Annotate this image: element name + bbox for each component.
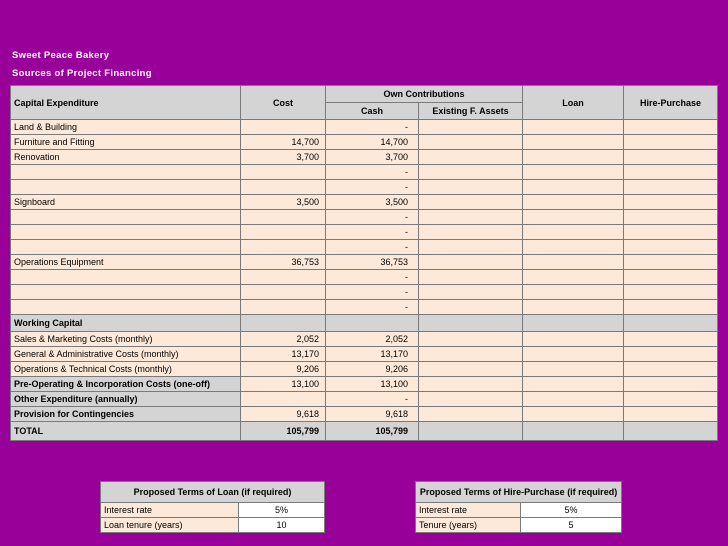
- row-loan: [523, 150, 624, 165]
- row-label: Signboard: [11, 195, 241, 210]
- row-label: [11, 180, 241, 195]
- row-cash: -: [326, 180, 419, 195]
- row-hp: [624, 180, 718, 195]
- row-assets: [419, 407, 523, 422]
- row-loan: [523, 255, 624, 270]
- row-assets: [419, 240, 523, 255]
- row-cost: 14,700: [241, 135, 326, 150]
- row-hp: [624, 255, 718, 270]
- pre-operating-row: [11, 377, 718, 392]
- row-hp: [624, 270, 718, 285]
- row-loan: [523, 300, 624, 315]
- table-row: [11, 225, 718, 240]
- row-assets: [419, 225, 523, 240]
- row-cost: [241, 180, 326, 195]
- row-cash: -: [326, 270, 419, 285]
- row-assets: [419, 270, 523, 285]
- row-label: [11, 240, 241, 255]
- hp-tenure-label: Tenure (years): [416, 518, 521, 533]
- table-row: [11, 300, 718, 315]
- header-own-contributions: Own Contributions: [326, 86, 523, 103]
- row-loan: [523, 392, 624, 407]
- row-assets: [419, 392, 523, 407]
- row-hp: [624, 300, 718, 315]
- row-assets: [419, 300, 523, 315]
- row-assets: [419, 255, 523, 270]
- hp-terms-title: Proposed Terms of Hire-Purchase (if required): [416, 482, 622, 503]
- row-cash: 13,100: [326, 377, 419, 392]
- row-cost: 2,052: [241, 332, 326, 347]
- row-label: [11, 300, 241, 315]
- row-hp: [624, 362, 718, 377]
- header-cost: Cost: [241, 86, 326, 120]
- row-cash: -: [326, 285, 419, 300]
- row-cash: 9,206: [326, 362, 419, 377]
- row-hp: [624, 135, 718, 150]
- row-hp: [624, 377, 718, 392]
- row-label: Pre-Operating & Incorporation Costs (one-off): [11, 377, 241, 392]
- table-row: [11, 347, 718, 362]
- total-label: TOTAL: [11, 422, 241, 441]
- row-cost: [241, 300, 326, 315]
- row-cash: 3,500: [326, 195, 419, 210]
- row-label: [11, 225, 241, 240]
- row-cost: 13,170: [241, 347, 326, 362]
- row-loan: [523, 195, 624, 210]
- working-capital-header-row: [11, 315, 718, 332]
- row-hp: [624, 150, 718, 165]
- row-cash: -: [326, 225, 419, 240]
- row-label: Other Expenditure (annually): [11, 392, 241, 407]
- row-assets: [419, 332, 523, 347]
- table-row: [11, 180, 718, 195]
- total-cash: 105,799: [326, 422, 419, 441]
- row-hp: [624, 392, 718, 407]
- row-cash: 9,618: [326, 407, 419, 422]
- loan-interest-label: Interest rate: [101, 503, 239, 518]
- row-cost: [241, 165, 326, 180]
- row-assets: [419, 362, 523, 377]
- row-label: [11, 165, 241, 180]
- hp-tenure-value[interactable]: 5: [521, 518, 622, 533]
- table-row: [11, 210, 718, 225]
- table-row: [11, 120, 718, 135]
- row-hp: [624, 407, 718, 422]
- row-hp: [624, 347, 718, 362]
- row-label: [11, 285, 241, 300]
- other-expenditure-row: [11, 392, 718, 407]
- row-loan: [523, 377, 624, 392]
- table-row: [11, 165, 718, 180]
- row-loan: [523, 285, 624, 300]
- row-cost: 13,100: [241, 377, 326, 392]
- loan-interest-value[interactable]: 5%: [239, 503, 325, 518]
- financing-table: [10, 85, 718, 441]
- table-row: [11, 362, 718, 377]
- table-row: [11, 270, 718, 285]
- row-loan: [523, 347, 624, 362]
- sheet-subtitle: Sources of Project Financing: [12, 68, 152, 79]
- row-cash: 13,170: [326, 347, 419, 362]
- row-cost: [241, 120, 326, 135]
- working-capital-title: Working Capital: [11, 315, 241, 332]
- row-hp: [624, 165, 718, 180]
- row-assets: [419, 165, 523, 180]
- wc-assets-blank: [419, 315, 523, 332]
- total-row: [11, 422, 718, 441]
- row-loan: [523, 165, 624, 180]
- row-loan: [523, 180, 624, 195]
- row-label: Provision for Contingencies: [11, 407, 241, 422]
- row-label: [11, 210, 241, 225]
- total-cost: 105,799: [241, 422, 326, 441]
- row-hp: [624, 210, 718, 225]
- row-label: Sales & Marketing Costs (monthly): [11, 332, 241, 347]
- row-label: Furniture and Fitting: [11, 135, 241, 150]
- row-label: Renovation: [11, 150, 241, 165]
- row-assets: [419, 377, 523, 392]
- row-loan: [523, 407, 624, 422]
- header-hire-purchase: Hire-Purchase: [624, 86, 718, 120]
- row-label: Land & Building: [11, 120, 241, 135]
- row-label: [11, 270, 241, 285]
- loan-terms-title: Proposed Terms of Loan (if required): [101, 482, 325, 503]
- header-capital-expenditure: Capital Expenditure: [11, 86, 241, 120]
- row-assets: [419, 285, 523, 300]
- contingencies-row: [11, 407, 718, 422]
- row-assets: [419, 347, 523, 362]
- row-cost: 3,700: [241, 150, 326, 165]
- loan-tenure-value[interactable]: 10: [239, 518, 325, 533]
- table-row: [11, 150, 718, 165]
- row-cost: [241, 210, 326, 225]
- header-existing-assets: Existing F. Assets: [419, 103, 523, 120]
- row-loan: [523, 270, 624, 285]
- total-hp: [624, 422, 718, 441]
- header-cash: Cash: [326, 103, 419, 120]
- table-row: [11, 135, 718, 150]
- row-cost: [241, 240, 326, 255]
- row-assets: [419, 195, 523, 210]
- row-hp: [624, 120, 718, 135]
- row-cash: 2,052: [326, 332, 419, 347]
- row-hp: [624, 225, 718, 240]
- total-loan: [523, 422, 624, 441]
- table-row: [11, 332, 718, 347]
- row-loan: [523, 210, 624, 225]
- row-loan: [523, 240, 624, 255]
- row-loan: [523, 362, 624, 377]
- row-cost: [241, 392, 326, 407]
- hire-purchase-terms-table: [415, 481, 622, 533]
- row-cash: -: [326, 300, 419, 315]
- row-hp: [624, 240, 718, 255]
- row-cost: [241, 270, 326, 285]
- row-assets: [419, 135, 523, 150]
- row-assets: [419, 150, 523, 165]
- row-assets: [419, 120, 523, 135]
- header-loan: Loan: [523, 86, 624, 120]
- row-cash: -: [326, 392, 419, 407]
- wc-hp-blank: [624, 315, 718, 332]
- row-cost: [241, 225, 326, 240]
- row-cash: -: [326, 120, 419, 135]
- row-label: Operations & Technical Costs (monthly): [11, 362, 241, 377]
- row-cost: 36,753: [241, 255, 326, 270]
- hp-interest-label: Interest rate: [416, 503, 521, 518]
- row-assets: [419, 180, 523, 195]
- row-loan: [523, 225, 624, 240]
- table-row: [11, 195, 718, 210]
- row-cost: [241, 285, 326, 300]
- row-cost: 3,500: [241, 195, 326, 210]
- loan-terms-table: [100, 481, 325, 533]
- total-assets: [419, 422, 523, 441]
- row-label: Operations Equipment: [11, 255, 241, 270]
- loan-tenure-label: Loan tenure (years): [101, 518, 239, 533]
- wc-cash-blank: [326, 315, 419, 332]
- row-cash: 14,700: [326, 135, 419, 150]
- row-loan: [523, 120, 624, 135]
- row-cash: 36,753: [326, 255, 419, 270]
- row-cost: 9,618: [241, 407, 326, 422]
- row-cash: 3,700: [326, 150, 419, 165]
- row-cash: -: [326, 165, 419, 180]
- table-row: [11, 255, 718, 270]
- wc-loan-blank: [523, 315, 624, 332]
- row-cash: -: [326, 240, 419, 255]
- hp-interest-value[interactable]: 5%: [521, 503, 622, 518]
- row-cost: 9,206: [241, 362, 326, 377]
- wc-cost-blank: [241, 315, 326, 332]
- row-assets: [419, 210, 523, 225]
- company-name: Sweet Peace Bakery: [12, 50, 110, 61]
- row-label: General & Administrative Costs (monthly): [11, 347, 241, 362]
- row-hp: [624, 195, 718, 210]
- row-cash: -: [326, 210, 419, 225]
- table-row: [11, 285, 718, 300]
- row-loan: [523, 135, 624, 150]
- row-hp: [624, 285, 718, 300]
- row-hp: [624, 332, 718, 347]
- row-loan: [523, 332, 624, 347]
- table-row: [11, 240, 718, 255]
